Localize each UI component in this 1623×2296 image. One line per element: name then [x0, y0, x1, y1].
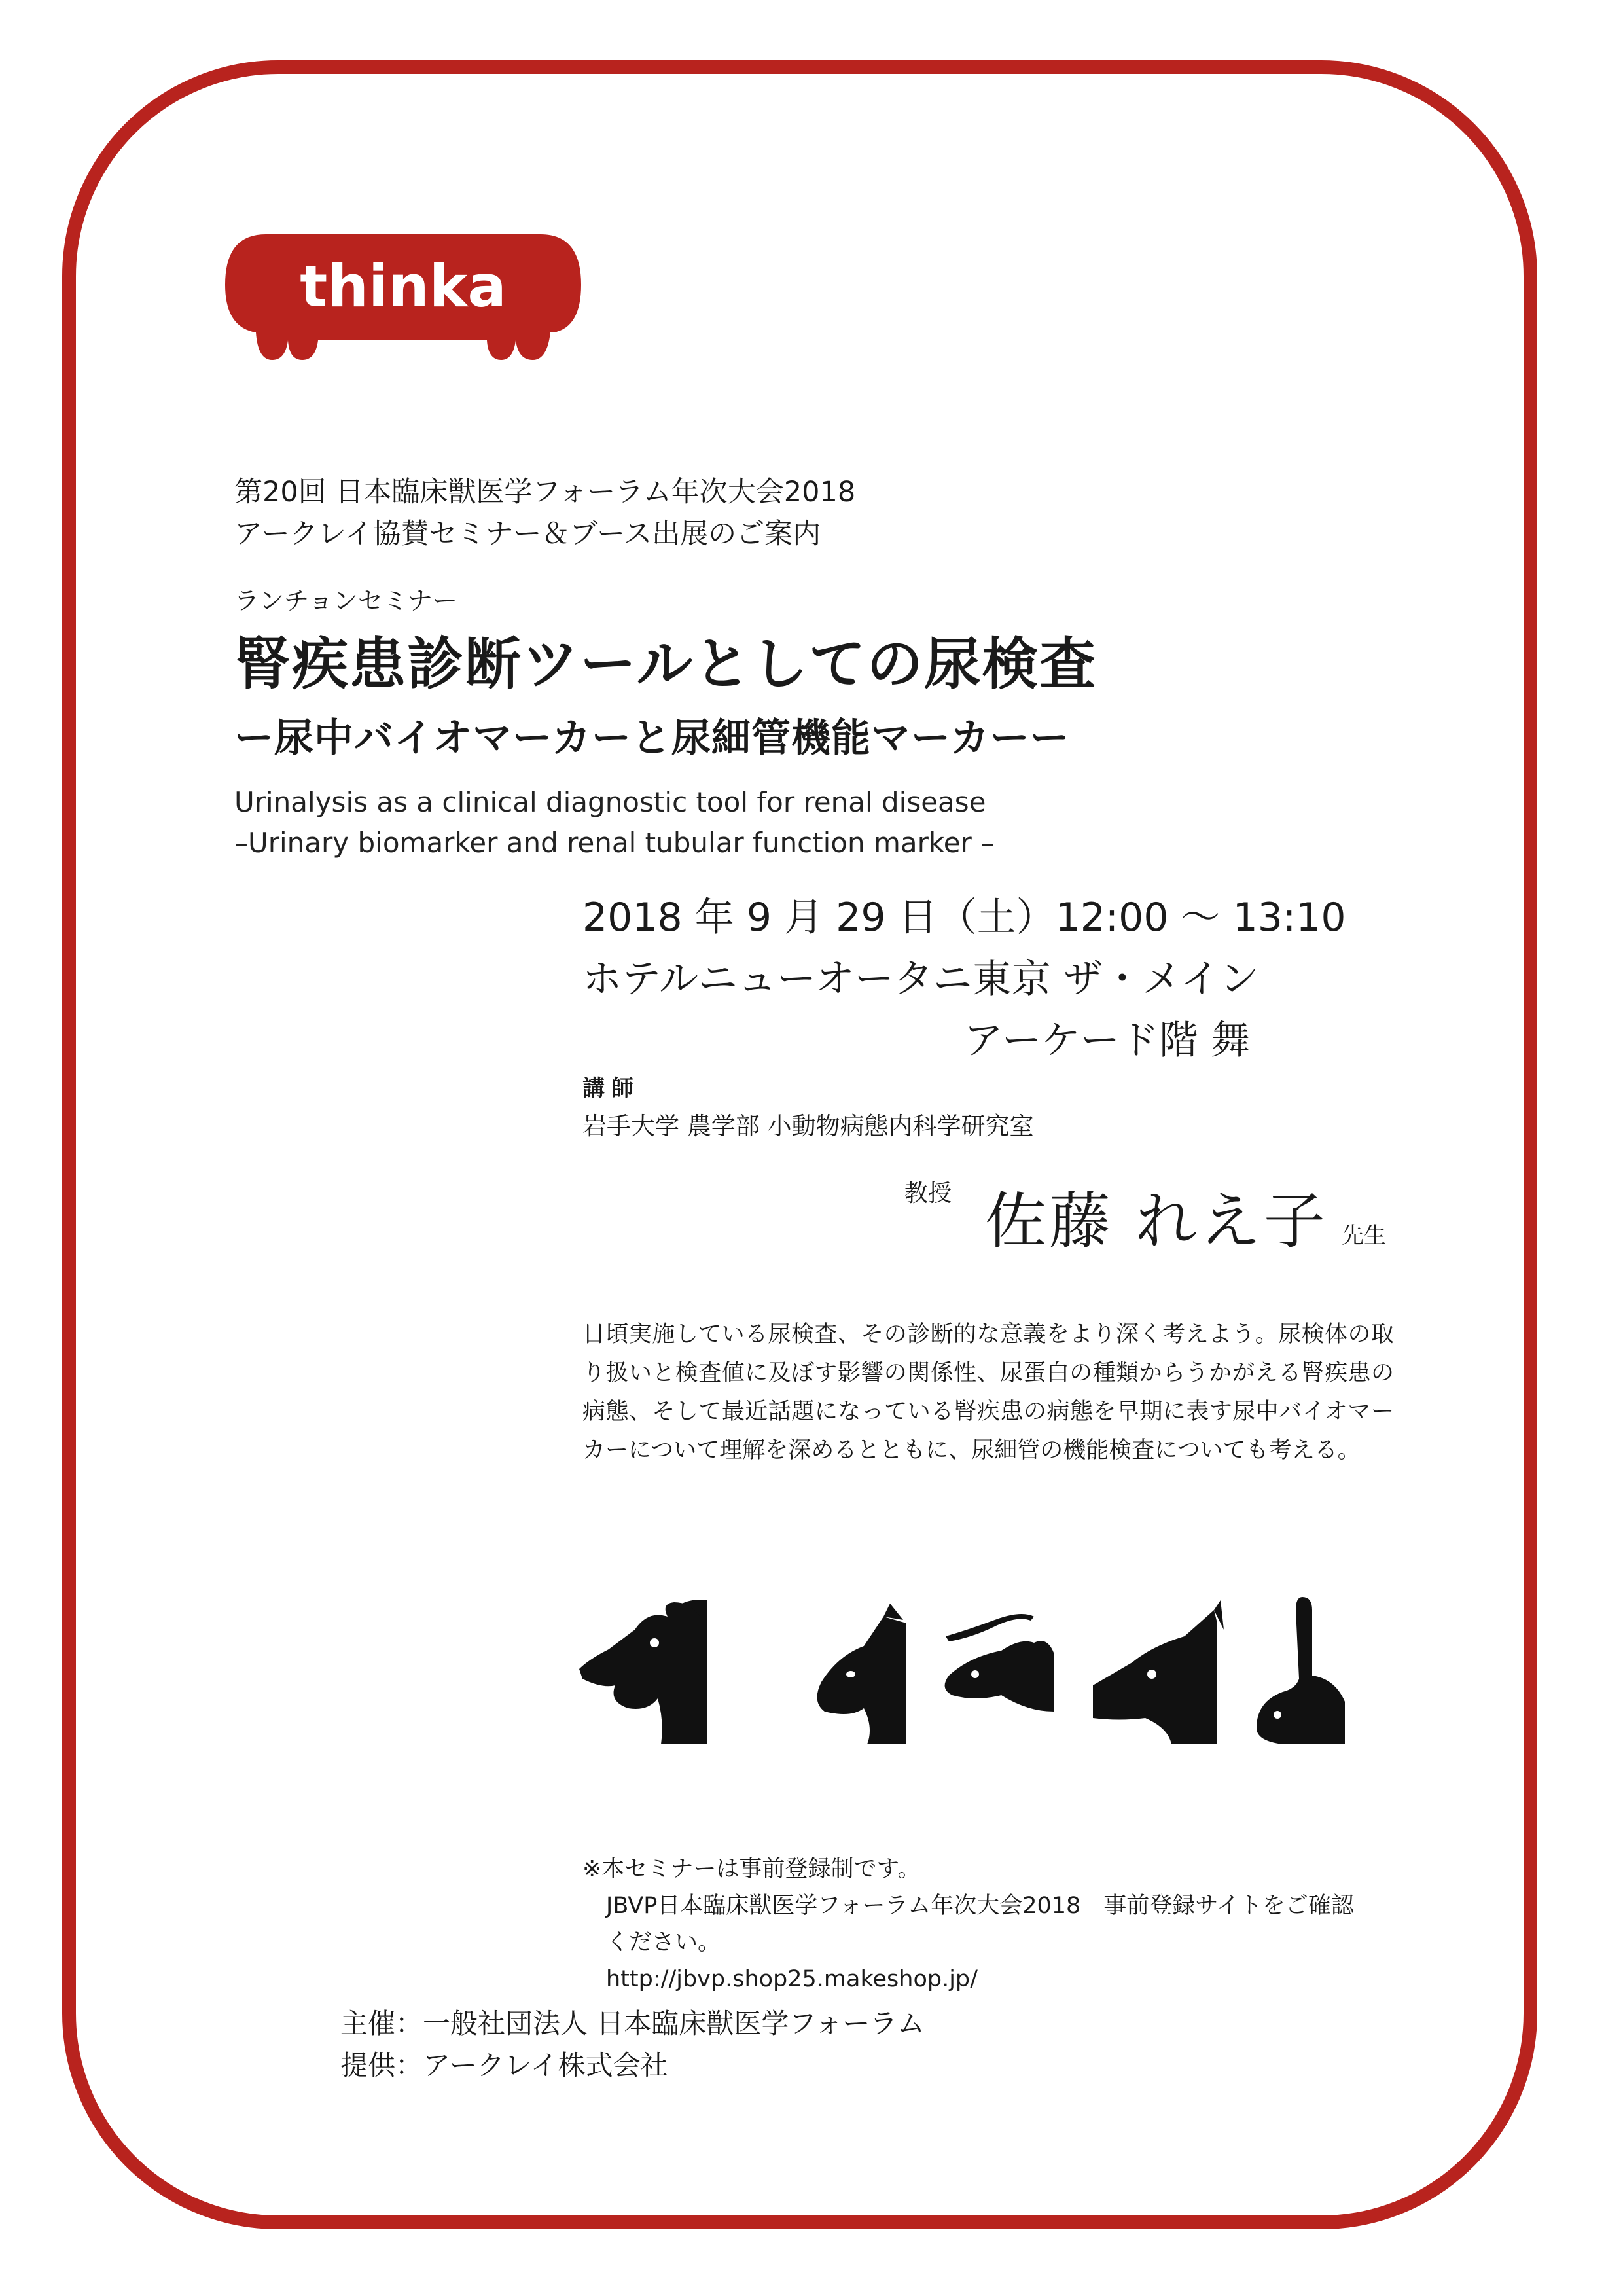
venue-line2: アーケード階 舞 — [963, 1018, 1250, 1064]
note-line2: JBVP日本臨床獣医学フォーラム年次大会2018 事前登録サイトをご確認 — [606, 1893, 1354, 1919]
animal-silhouettes — [576, 1597, 1394, 1748]
seminar-subtitle: ー尿中バイオマーカーと尿細管機能マーカーー — [234, 715, 1070, 761]
english-title: Urinalysis as a clinical diagnostic tool for renal disease — [234, 786, 986, 818]
lecturer-honorific: 先生 — [1342, 1223, 1386, 1249]
thinka-logo — [220, 229, 586, 373]
english-title-block — [234, 782, 994, 863]
cat-icon — [817, 1604, 906, 1744]
host-organizer: 主催：一般社団法人 日本臨床獣医学フォーラム — [340, 2007, 925, 2039]
english-subtitle: –Urinary biomarker and renal tubular function marker – — [234, 827, 995, 859]
registration-note — [582, 1851, 1354, 1998]
note-line1: ※本セミナーは事前登録制です。 — [582, 1856, 921, 1882]
schedule-block — [582, 887, 1346, 1071]
lecturer-name: 佐藤 れえ子 — [985, 1186, 1328, 1257]
rat-icon — [945, 1614, 1054, 1712]
sponsor: 提供：アークレイ株式会社 — [340, 2049, 668, 2081]
event-name: 第20回 日本臨床獣医学フォーラム年次大会2018 — [234, 476, 856, 509]
event-header — [234, 471, 855, 555]
datetime: 2018 年 9 月 29 日（土）12:00 ～ 13:10 — [582, 895, 1346, 941]
venue-line1: ホテルニューオータニ東京 ザ・メイン — [582, 956, 1259, 1002]
logo-text: thinka — [300, 253, 507, 320]
lecturer-position: 教授 — [904, 1180, 952, 1207]
registration-url[interactable]: http://jbvp.shop25.makeshop.jp/ — [606, 1966, 978, 1992]
seminar-description: 日頃実施している尿検査、その診断的な意義をより深く考えよう。尿検体の取り扱いと検査値に及ぼす影響の関係性、尿蛋白の種類からうかがえる腎疾患の病態、そして最近話題になっている腎疾患の病態を早期に表す尿中バイオマーカーについて理解を深めるとともに、尿細管の機能検査についても考える。 — [582, 1321, 1395, 1463]
seminar-title: 腎疾患診断ツールとしての尿検査 — [234, 632, 1097, 697]
rabbit-icon — [1257, 1597, 1345, 1744]
organizers — [340, 2003, 925, 2087]
seminar-type: ランチョンセミナー — [234, 586, 457, 615]
pig-icon — [1093, 1600, 1224, 1744]
lecturer-affiliation: 岩手大学 農学部 小動物病態内科学研究室 — [582, 1112, 1034, 1140]
note-line3: ください。 — [606, 1929, 721, 1956]
lecturer-heading: 講師 — [582, 1075, 640, 1102]
dog-icon — [579, 1600, 707, 1744]
event-subtitle: アークレイ協賛セミナー＆ブース出展のご案内 — [234, 518, 821, 550]
